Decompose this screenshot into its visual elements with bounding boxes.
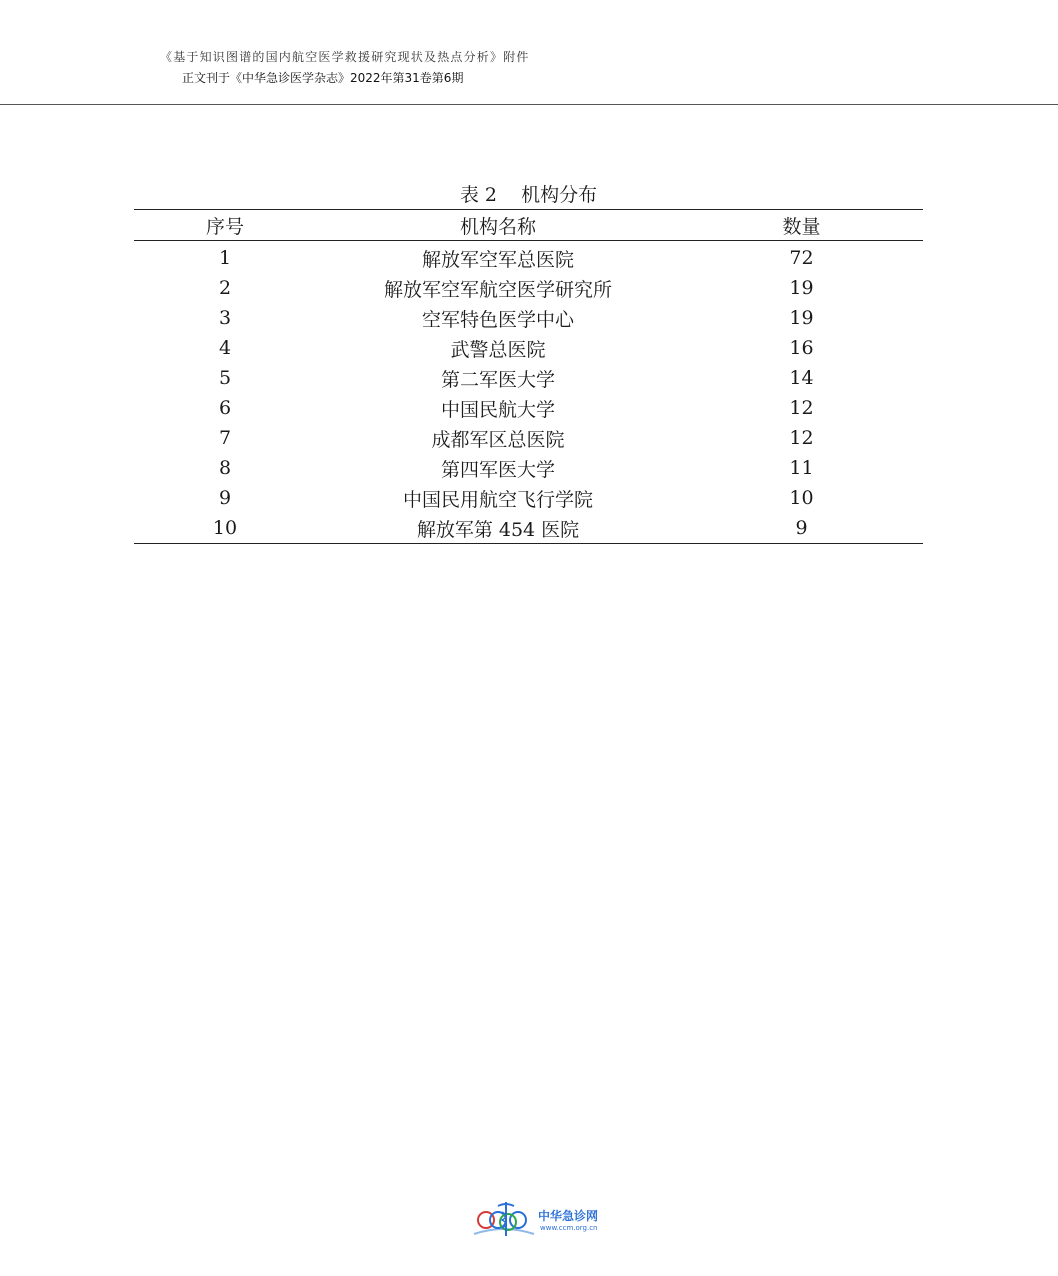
row-index: 4 xyxy=(218,337,232,359)
table-row xyxy=(134,303,923,333)
header-attachment-title: 《基于知识图谱的国内航空医学救援研究现状及热点分析》附件 xyxy=(160,50,530,64)
table-head xyxy=(134,210,923,241)
table-row xyxy=(134,363,923,393)
table-row xyxy=(134,483,923,513)
row-count: 12 xyxy=(789,397,814,419)
row-count: 12 xyxy=(789,427,814,449)
caduceus-rings-logo-icon xyxy=(472,1200,536,1240)
column-header-name: 机构名称 xyxy=(459,215,536,238)
row-institution-name: 解放军空军航空医学研究所 xyxy=(383,278,612,301)
row-institution-name: 武警总医院 xyxy=(450,338,546,361)
row-index: 2 xyxy=(218,277,232,299)
table-body xyxy=(134,241,923,544)
row-count: 19 xyxy=(789,277,814,299)
page-header xyxy=(0,0,1058,105)
table-row xyxy=(134,241,923,274)
row-index: 8 xyxy=(218,457,232,479)
row-institution-name: 第二军医大学 xyxy=(440,368,555,391)
table-row xyxy=(134,393,923,423)
footer-logo xyxy=(472,1200,612,1244)
table-row xyxy=(134,333,923,363)
row-index: 10 xyxy=(212,517,238,539)
table-title: 表 2 机构分布 xyxy=(459,184,598,206)
row-count: 16 xyxy=(789,337,814,359)
institution-table xyxy=(134,209,923,544)
column-header-index: 序号 xyxy=(205,215,244,238)
table-header-row xyxy=(134,210,923,241)
row-institution-name: 成都军区总医院 xyxy=(431,428,565,451)
row-institution-name: 中国民用航空飞行学院 xyxy=(402,488,593,511)
row-index: 1 xyxy=(218,247,232,269)
row-count: 14 xyxy=(789,367,814,389)
row-count: 9 xyxy=(795,517,808,539)
header-publication-note: 正文刊于《中华急诊医学杂志》2022年第31卷第6期 xyxy=(182,71,464,85)
logo-site-url: www.ccm.org.cn xyxy=(540,1224,598,1232)
row-count: 72 xyxy=(789,247,814,269)
row-institution-name: 解放军第 454 医院 xyxy=(416,518,580,541)
row-index: 6 xyxy=(218,397,232,419)
row-count: 19 xyxy=(789,307,814,329)
table-row xyxy=(134,423,923,453)
row-count: 10 xyxy=(789,487,814,509)
row-index: 9 xyxy=(218,487,232,509)
table-row xyxy=(134,513,923,544)
row-institution-name: 空军特色医学中心 xyxy=(421,308,574,331)
row-institution-name: 中国民航大学 xyxy=(440,398,555,421)
logo-site-name: 中华急诊网 xyxy=(538,1209,599,1223)
row-institution-name: 第四军医大学 xyxy=(440,458,555,481)
data-table xyxy=(134,209,923,544)
table-row xyxy=(134,453,923,483)
row-count: 11 xyxy=(789,457,814,479)
table-row xyxy=(134,273,923,303)
row-index: 7 xyxy=(218,427,232,449)
row-institution-name: 解放军空军总医院 xyxy=(421,248,574,271)
row-index: 3 xyxy=(218,307,232,329)
column-header-count: 数量 xyxy=(782,215,821,238)
row-index: 5 xyxy=(218,367,232,389)
